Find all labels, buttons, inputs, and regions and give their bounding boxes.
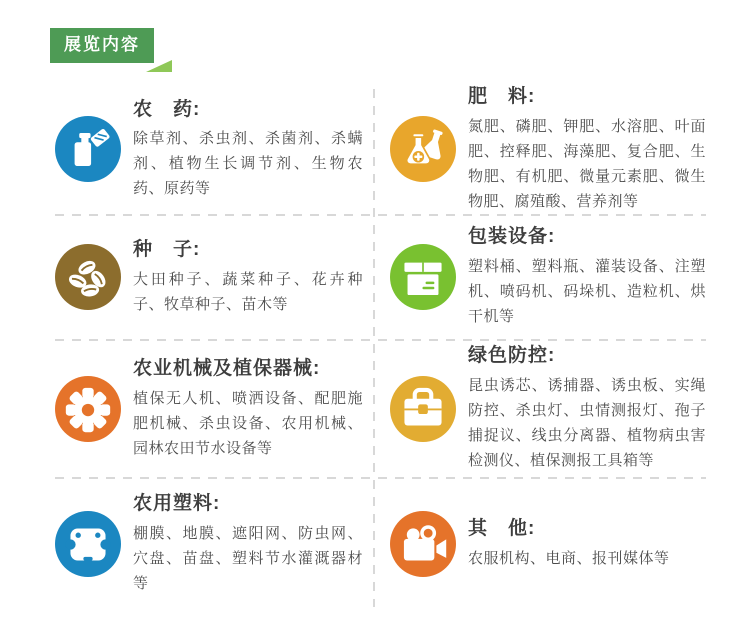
category-title: 农业机械及植保器械: bbox=[133, 357, 321, 379]
category-item-fertilizer bbox=[390, 85, 706, 214]
fertilizer-flask-icon bbox=[390, 116, 456, 182]
category-description: 昆虫诱芯、诱捕器、诱虫板、实绳防控、杀虫灯、虫情测报灯、孢子捕捉议、线虫分离器、植物病虫害检测仪、植保测报工具箱等 bbox=[468, 377, 706, 470]
category-description: 除草剂、杀虫剂、杀菌剂、杀螨剂、植物生长调节剂、生物农药、原药等 bbox=[133, 130, 363, 198]
pesticide-bottle-icon bbox=[55, 116, 121, 182]
section-tag bbox=[50, 28, 154, 63]
category-item-machinery bbox=[55, 341, 363, 477]
category-description: 植保无人机、喷洒设备、配肥施肥机械、杀虫设备、农用机械、园林农田节水设备等 bbox=[133, 389, 363, 457]
category-title: 包装设备: bbox=[468, 226, 556, 248]
category-description: 大田种子、蔬菜种子、花卉种子、牧草种子、苗木等 bbox=[133, 270, 363, 313]
category-title: 绿色防控: bbox=[468, 345, 556, 367]
exhibition-grid bbox=[55, 85, 706, 609]
video-camera-icon bbox=[390, 511, 456, 577]
category-item-green-control bbox=[390, 341, 706, 477]
category-title: 农用塑料: bbox=[133, 492, 221, 514]
packaging-box-icon bbox=[390, 244, 456, 310]
category-title: 种 子: bbox=[133, 238, 201, 260]
category-description: 农服机构、电商、报刊媒体等 bbox=[468, 549, 670, 567]
section-tag-label: 展览内容 bbox=[64, 35, 140, 54]
tag-fold-decoration bbox=[146, 60, 172, 72]
category-title: 农 药: bbox=[133, 98, 201, 120]
plastic-film-icon bbox=[55, 511, 121, 577]
seeds-icon bbox=[55, 244, 121, 310]
category-item-pesticide bbox=[55, 85, 363, 214]
category-description: 氮肥、磷肥、钾肥、水溶肥、叶面肥、控释肥、海藻肥、复合肥、生物肥、有机肥、微量元素肥、微生物肥、腐殖酸、营养剂等 bbox=[468, 117, 706, 210]
toolbox-icon bbox=[390, 376, 456, 442]
category-description: 棚膜、地膜、遮阳网、防虫网、穴盘、苗盘、塑料节水灌溉器材等 bbox=[133, 524, 363, 592]
gear-icon bbox=[55, 376, 121, 442]
category-item-plastic bbox=[55, 479, 363, 609]
column-divider bbox=[373, 89, 375, 607]
category-title: 其 他: bbox=[468, 517, 536, 539]
category-item-other bbox=[390, 479, 706, 609]
category-description: 塑料桶、塑料瓶、灌装设备、注塑机、喷码机、码垛机、造粒机、烘干机等 bbox=[468, 258, 706, 326]
category-item-seeds bbox=[55, 216, 363, 339]
category-title: 肥 料: bbox=[468, 86, 536, 107]
category-item-packaging bbox=[390, 216, 706, 339]
